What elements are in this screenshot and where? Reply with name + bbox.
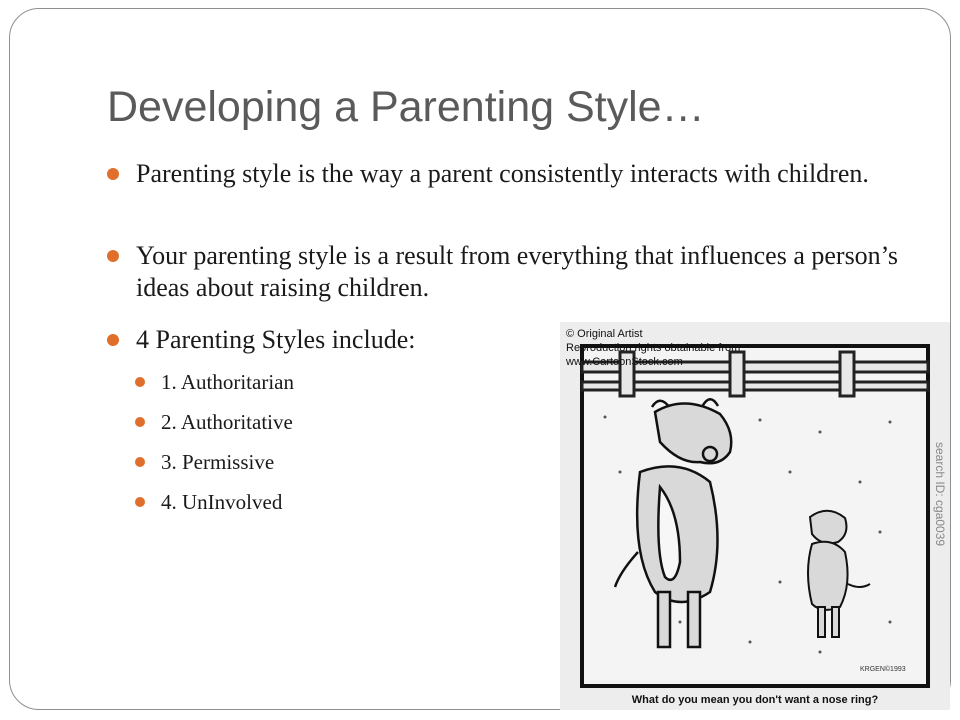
sub-bullet-dot-icon: [135, 377, 145, 387]
cartoon-search-id: search ID: cga0039: [933, 442, 947, 547]
bullet-item: [107, 158, 869, 190]
sub-bullet-item: [135, 369, 294, 395]
bullet-text: 4 Parenting Styles include:: [136, 325, 416, 354]
sub-bullet-dot-icon: [135, 457, 145, 467]
cartoon-credit-2: Reproduction rights obtainable from: [566, 342, 741, 354]
slide-title: Developing a Parenting Style…: [107, 83, 705, 131]
bullet-text: Your parenting style is a result from everything that influences a person’s ideas about raising children.: [136, 241, 899, 302]
sub-bullet-text: 4. UnInvolved: [161, 490, 283, 514]
cartoon-image: [560, 322, 950, 710]
bullet-item: [107, 240, 907, 304]
cartoon-signature: KRGEN©1993: [860, 666, 906, 673]
sub-bullet-text: 2. Authoritative: [161, 410, 293, 434]
cartoon-caption: What do you mean you don't want a nose ring?: [631, 694, 879, 706]
bullet-dot-icon: [107, 250, 119, 262]
cartoon-credit-1: © Original Artist: [566, 328, 643, 340]
sub-bullet-item: [135, 489, 282, 515]
sub-bullet-text: 3. Permissive: [161, 450, 275, 474]
sub-bullet-item: [135, 409, 293, 435]
sub-bullet-text: 1. Authoritarian: [161, 370, 294, 394]
bullet-dot-icon: [107, 168, 119, 180]
sub-bullet-dot-icon: [135, 497, 145, 507]
sub-bullet-item: [135, 449, 274, 475]
bullet-dot-icon: [107, 334, 119, 346]
cartoon-credit-3: www.CartoonStock.com: [566, 356, 683, 368]
sub-bullet-dot-icon: [135, 417, 145, 427]
bullet-item: [107, 324, 415, 356]
bullet-text: Parenting style is the way a parent consistently interacts with children.: [136, 159, 869, 188]
